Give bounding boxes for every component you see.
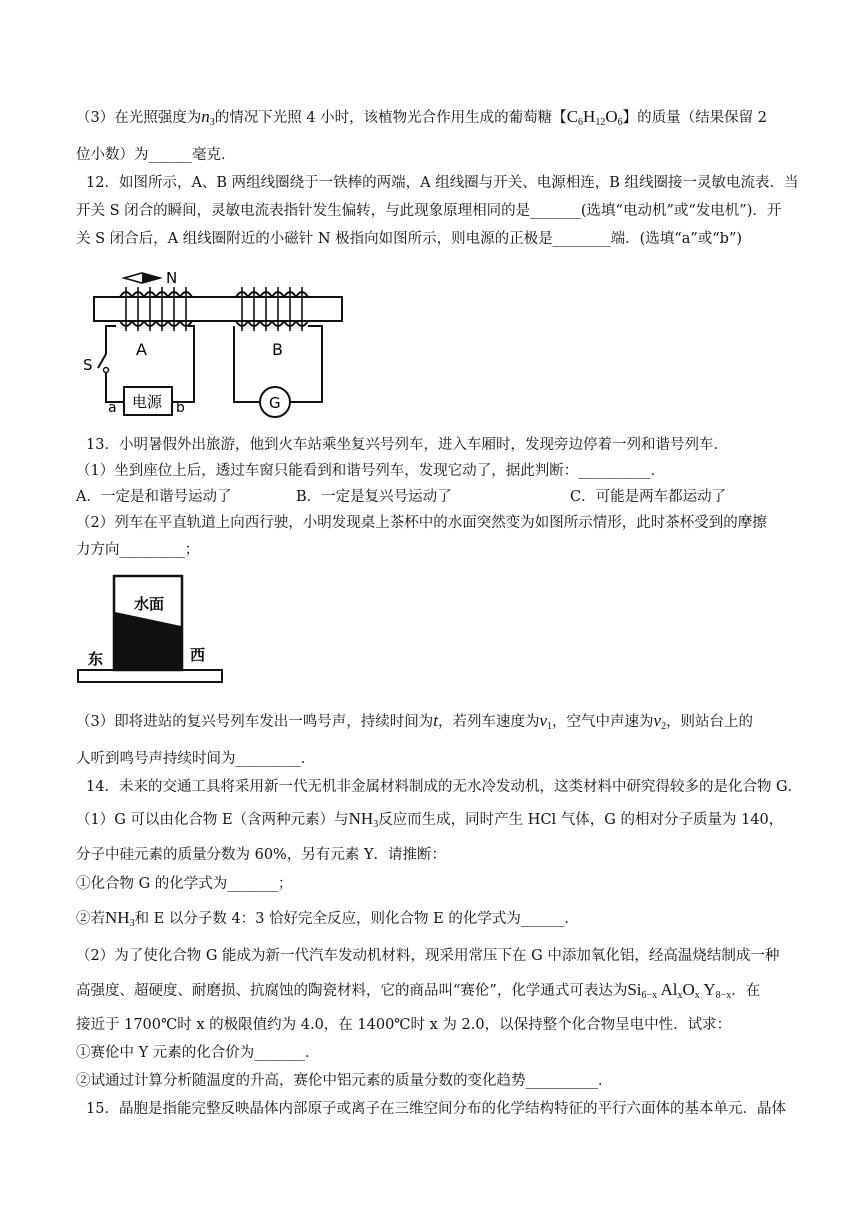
q14-line1: 14．未来的交通工具将采用新一代无机非金属材料制成的无水冷发动机，这类材料中研究得较多的是化合物 G． — [86, 779, 803, 795]
q14-part2-line1: （2）为了使化合物 G 能成为新一代汽车发动机材料，现采用常压下在 G 中添加氧化铝，经高温烧结制成一种 — [76, 948, 780, 964]
q11-part3-line2: 位小数）为______毫克． — [76, 147, 236, 163]
q12-line1: 12．如图所示，A、B 两组线圈绕于一铁棒的两端，A 组线圈与开关、电源相连，B 组线圈接一灵敏电流表．当 — [86, 175, 799, 191]
q13-option-a: A．一定是和谐号运动了 — [76, 489, 232, 505]
west-label: 西 — [190, 646, 206, 664]
terminal-a-label: a — [108, 400, 117, 416]
q13-part3-line2: 人听到鸣号声持续时间为_________． — [76, 751, 316, 767]
q13-option-c: C．可能是两车都运动了 — [570, 489, 727, 505]
coil-b-label: B — [272, 340, 283, 359]
q13-part2-line1: （2）列车在平直轨道上向西行驶，小明发现桌上茶杯中的水面突然变为如图所示情形，此时茶杯受到的摩擦 — [76, 515, 767, 531]
needle-n-label: N — [166, 269, 178, 287]
switch-label: S — [83, 356, 93, 374]
q13-line1: 13．小明暑假外出旅游，他到火车站乘坐复兴号列车，进入车厢时，发现旁边停着一列和谐号列车． — [86, 437, 728, 453]
teacup-figure — [76, 572, 226, 688]
galvanometer-label: G — [269, 394, 281, 412]
terminal-b-label: b — [176, 400, 185, 416]
q12-line2: 开关 S 闭合的瞬间，灵敏电流表指针发生偏转，与此现象原理相同的是_______(选填“电动机”或“发电机”)．开 — [76, 203, 782, 219]
q14-part1-line1: （1）G 可以由化合物 E（含两种元素）与$NH_3$反应而生成，同时产生 HCl 气体，G 的相对分子质量为 140， — [76, 809, 784, 830]
q13-option-b: B．一定是复兴号运动了 — [296, 489, 452, 505]
coil-a-label: A — [136, 340, 147, 359]
water-surface-label: 水面 — [134, 595, 165, 613]
q14-part1-line2: 分子中硅元素的质量分数为 60%，另有元素 Y．请推断： — [76, 847, 447, 863]
q14-part1-q2: ②若$NH_3$和 E 以分子数 4：3 恰好完全反应，则化合物 E 的化学式为______． — [76, 908, 579, 929]
q14-part2-line2: 高强度、超硬度、耐磨损、抗腐蚀的陶瓷材料，它的商品叫“赛伦”，化学通式可表达为$Si_{6-x}$ $Al_xO_x$ $Y_{8-x}$．在 — [76, 980, 761, 1001]
east-label: 东 — [88, 650, 104, 668]
q13-part1: （1）坐到座位上后，透过车窗只能看到和谐号列车，发现它动了，据此判断：__________． — [76, 463, 666, 479]
q13-part2-line2: 力方向_________； — [76, 542, 200, 558]
q11-part3-line1: （3）在光照强度为$n_3$的情况下光照 4 小时，该植物光合作用生成的葡萄糖【$C_6H_{12}O_6$】的质量（结果保留 2 — [76, 107, 767, 128]
q14-part2-q1: ①赛伦中 Y 元素的化合价为_______． — [76, 1045, 320, 1061]
power-source-label: 电源 — [132, 393, 163, 411]
sialon-formula: $Si_{6-x}$ $Al_xO_x$ $Y_{8-x}$ — [627, 980, 732, 1001]
q14-part1-q1: ①化合物 G 的化学式为_______； — [76, 876, 293, 892]
coil-circuit-figure — [76, 262, 356, 422]
q14-part2-q2: ②试通过计算分析随温度的升高，赛伦中铝元素的质量分数的变化趋势__________． — [76, 1073, 613, 1089]
q15-line1: 15．晶胞是指能完整反映晶体内部原子或离子在三维空间分布的化学结构特征的平行六面体的基本单元．晶体 — [86, 1101, 786, 1117]
q12-line3: 关 S 闭合后，A 组线圈附近的小磁针 N 极指向如图所示，则电源的正极是________端．(选填“a”或“b”) — [76, 231, 743, 247]
q14-part2-line3: 接近于 1700℃时 x 的极限值约为 4.0，在 1400℃时 x 为 2.0，以保持整个化合物呈电中性．试求： — [76, 1017, 732, 1033]
glucose-formula: $C_6H_{12}O_6$ — [566, 107, 623, 128]
q13-part3-line1: （3）即将进站的复兴号列车发出一鸣号声，持续时间为t，若列车速度为$v_1$，空气中声速为$v_2$，则站台上的 — [76, 711, 754, 732]
